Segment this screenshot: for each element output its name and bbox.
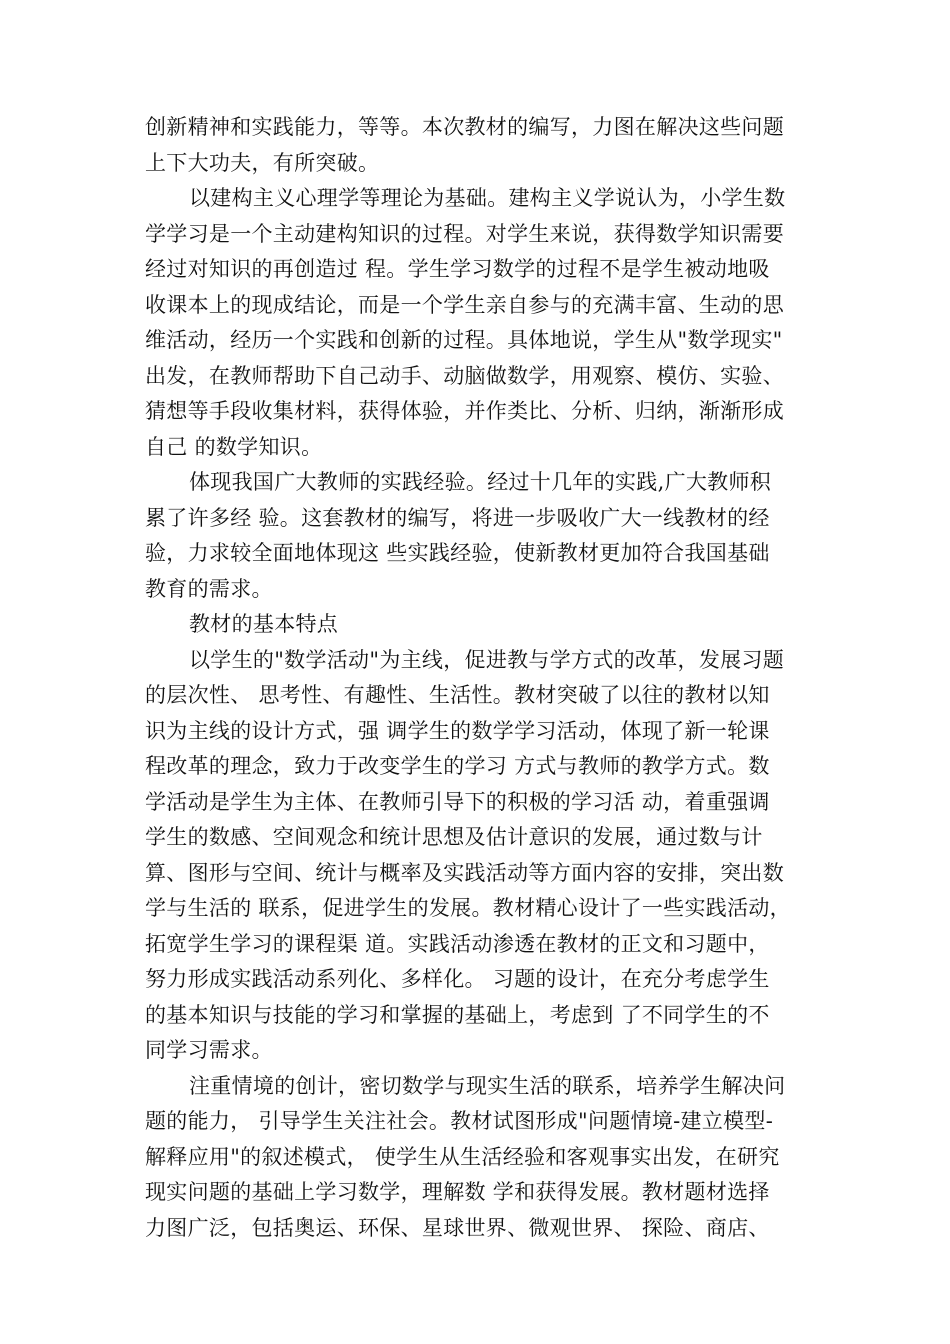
text-line: 自己 的数学知识。 <box>145 434 323 459</box>
text-line: 算、图形与空间、统计与概率及实践活动等方面内容的安排，突出数 <box>145 860 784 885</box>
text-line: 现实问题的基础上学习数学，理解数 学和获得发展。教材题材选择 <box>145 1180 770 1204</box>
text-line: 以学生的"数学活动"为主线，促进教与学方式的改革，发展习题 <box>189 647 785 672</box>
text-line: 学生的数感、空间观念和统计思想及估计意识的发展，通过数与计 <box>145 825 763 849</box>
section-heading <box>145 607 810 643</box>
text-line: 维活动，经历一个实践和创新的过程。具体地说，学生从"数学现实" <box>145 328 783 352</box>
text-line: 教育的需求。 <box>145 576 273 601</box>
text-line: 上下大功夫，有所突破。 <box>145 150 380 175</box>
text-line: 的基本知识与技能的学习和掌握的基础上，考虑到 了不同学生的不 <box>145 1002 770 1027</box>
text-line: 解释应用"的叙述模式， 使学生从生活经验和客观事实出发，在研究 <box>145 1144 780 1169</box>
text-line: 力图广泛，包括奥运、环保、星球世界、微观世界、 探险、商店、 <box>145 1215 770 1240</box>
text-line: 以建构主义心理学等理论为基础。建构主义学说认为，小学生数 <box>189 186 786 210</box>
text-line: 同学习需求。 <box>145 1038 273 1062</box>
text-line: 的层次性、 思考性、有趣性、生活性。教材突破了以往的教材以知 <box>145 683 770 707</box>
text-line: 体现我国广大教师的实践经验。经过十几年的实践,广大教师积 <box>189 470 772 494</box>
text-line: 教材的基本特点 <box>189 612 339 636</box>
text-line: 拓宽学生学习的课程渠 道。实践活动渗透在教材的正文和习题中， <box>145 931 770 956</box>
text-line: 验，力求较全面地体现这 些实践经验，使新教材更加符合我国基础 <box>145 541 770 565</box>
text-line: 学活动是学生为主体、在教师引导下的积极的学习活 动，着重强调 <box>145 789 770 814</box>
text-line: 累了许多经 验。这套教材的编写，将进一步吸收广大一线教材的经 <box>145 505 770 530</box>
text-line: 注重情境的创计，密切数学与现实生活的联系，培养学生解决问 <box>189 1073 786 1098</box>
text-line: 题的能力， 引导学生关注社会。教材试图形成"问题情境-建立模型- <box>145 1109 774 1133</box>
text-line: 猜想等手段收集材料，获得体验，并作类比、分析、归纳，渐渐形成 <box>145 399 784 423</box>
text-line: 学与生活的 联系，促进学生的发展。教材精心设计了一些实践活动， <box>145 896 791 920</box>
paragraph-3 <box>145 465 810 607</box>
text-line: 创新精神和实践能力，等等。本次教材的编写，力图在解决这些问题 <box>145 115 784 139</box>
text-line: 程改革的理念，致力于改变学生的学习 方式与教师的教学方式。数 <box>145 754 770 778</box>
paragraph-6 <box>145 1069 810 1247</box>
text-line: 经过对知识的再创造过 程。学生学习数学的过程不是学生被动地吸 <box>145 257 770 281</box>
text-line: 识为主线的设计方式，强 调学生的数学学习活动，体现了新一轮课 <box>145 718 770 743</box>
body-text <box>145 110 810 1246</box>
paragraph-2 <box>145 181 810 465</box>
paragraph-1 <box>145 110 810 181</box>
text-line: 学学习是一个主动建构知识的过程。对学生来说，获得数学知识需要 <box>145 221 784 246</box>
paragraph-5 <box>145 643 810 1069</box>
text-line: 出发，在教师帮助下自己动手、动脑做数学，用观察、模仿、实验、 <box>145 363 784 388</box>
text-line: 努力形成实践活动系列化、多样化。 习题的设计，在充分考虑学生 <box>145 967 770 991</box>
text-line: 收课本上的现成结论，而是一个学生亲自参与的充满丰富、生动的思 <box>145 292 784 317</box>
